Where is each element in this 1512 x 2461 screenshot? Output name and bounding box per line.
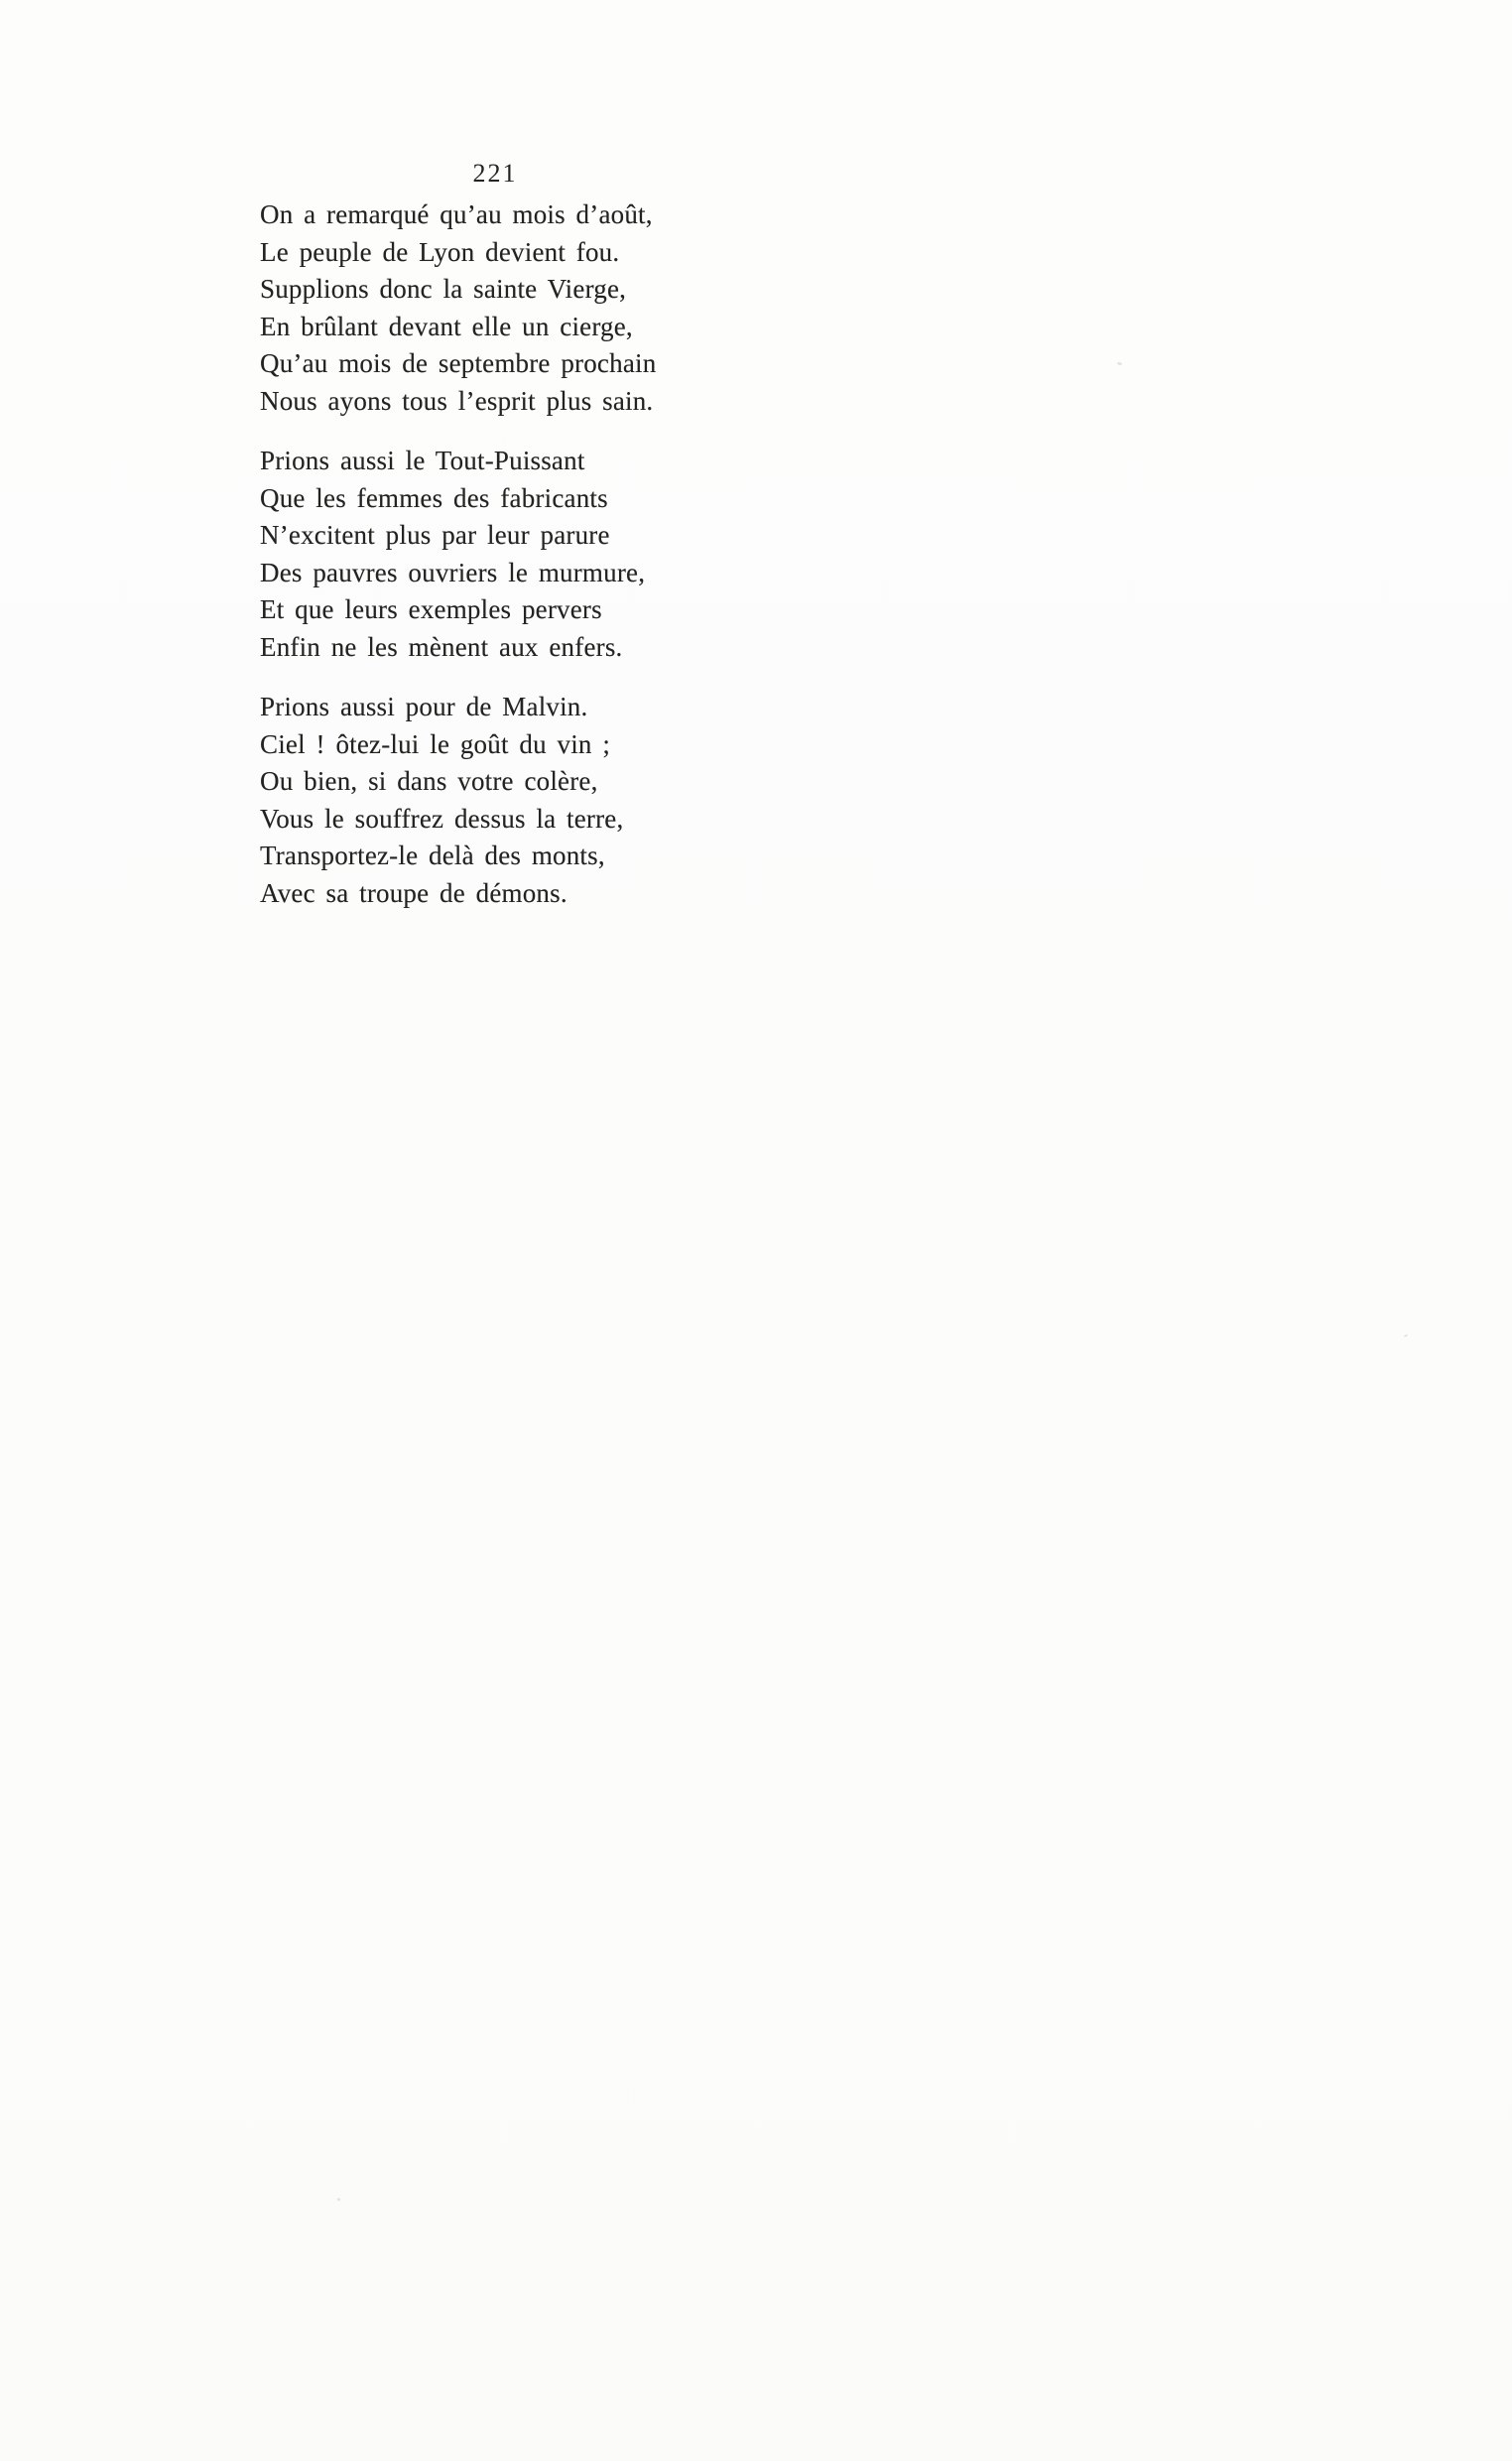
- poem-line: Avec sa troupe de démons.: [260, 877, 567, 908]
- poem-line: Qu’au mois de septembre prochain: [260, 348, 657, 378]
- poem-line: En brûlant devant elle un cierge,: [260, 311, 633, 341]
- poem-text-block: [260, 159, 687, 935]
- poem-stanza-1: [260, 196, 687, 420]
- poem-line: Prions aussi pour de Malvin.: [260, 692, 588, 721]
- poem-line: Vous le souffrez dessus la terre,: [260, 803, 624, 834]
- poem-line: Prions aussi le Tout-Puissant: [260, 446, 585, 475]
- poem-line: Supplions donc la sainte Vierge,: [260, 274, 627, 304]
- poem-line: Des pauvres ouvriers le murmure,: [260, 557, 646, 587]
- poem-line: Transportez-le delà des monts,: [260, 841, 605, 870]
- poem-line: Le peuple de Lyon devient fou.: [260, 236, 620, 267]
- poem-line: Que les femmes des fabricants: [260, 482, 608, 513]
- poem-line: Et que leurs exemples pervers: [260, 594, 602, 624]
- poem-stanza-2: [260, 443, 687, 666]
- page-number: 221: [472, 159, 518, 188]
- poem-line: N’excitent plus par leur parure: [260, 520, 610, 550]
- scan-speck: [1404, 1334, 1408, 1338]
- poem-line: Enfin ne les mènent aux enfers.: [260, 631, 623, 662]
- poem-line: Ou bien, si dans votre colère,: [260, 766, 598, 796]
- poem-line: Nous ayons tous l’esprit plus sain.: [260, 385, 654, 416]
- poem-line: Ciel ! ôtez-lui le goût du vin ;: [260, 728, 611, 759]
- scan-speck: [1117, 361, 1123, 365]
- poem-stanza-3: [260, 689, 687, 912]
- poem-line: On a remarqué qu’au mois d’août,: [260, 199, 653, 229]
- scan-speck: [337, 2198, 340, 2201]
